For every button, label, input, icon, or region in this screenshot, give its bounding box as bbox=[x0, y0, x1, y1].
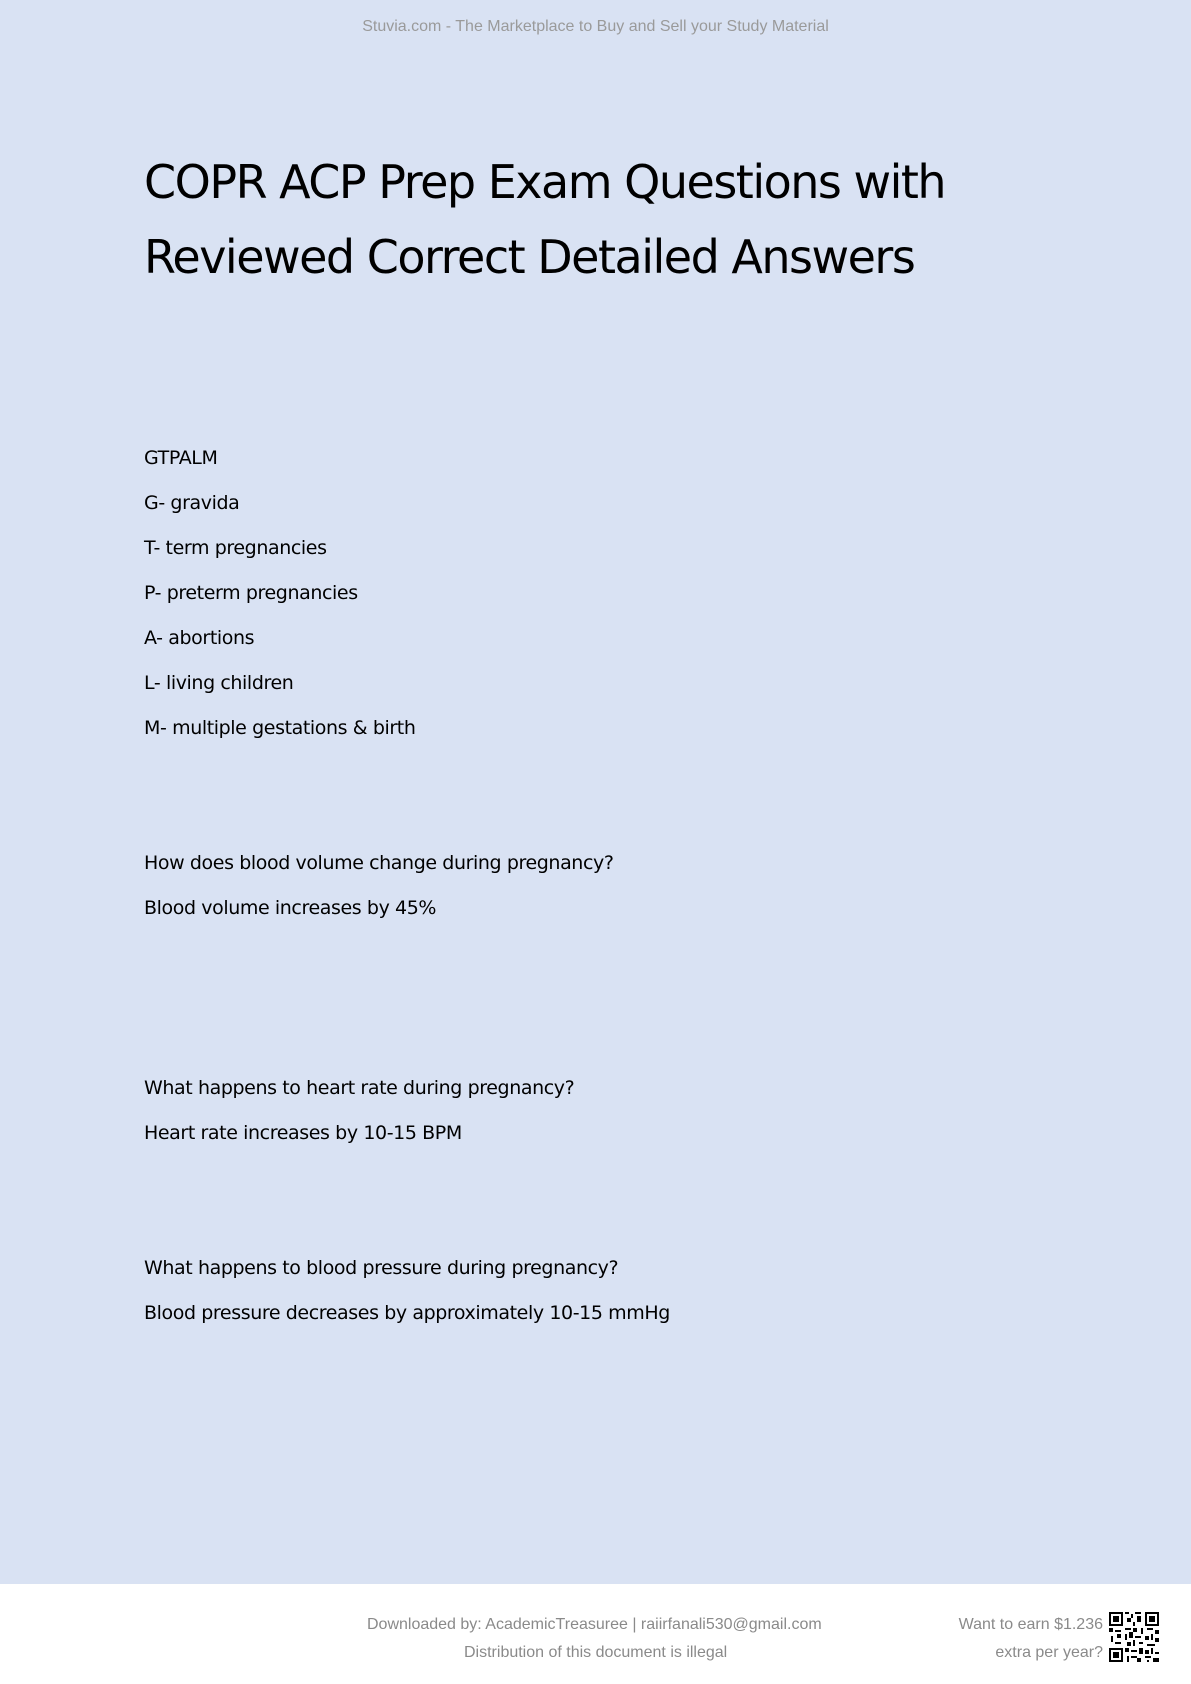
document-title bbox=[144, 145, 1044, 295]
title-line-2: Reviewed Correct Detailed Answers bbox=[144, 230, 915, 284]
title-line-1: COPR ACP Prep Exam Questions with bbox=[144, 155, 946, 209]
answer-text: Blood volume increases by 45% bbox=[144, 897, 437, 919]
gtpalm-item: T- term pregnancies bbox=[144, 537, 327, 559]
question-text: What happens to heart rate during pregnancy? bbox=[144, 1077, 575, 1099]
distribution-notice: Distribution of this document is illegal bbox=[464, 1644, 728, 1661]
download-footer bbox=[0, 1584, 1191, 1684]
stuvia-watermark: Stuvia.com - The Marketplace to Buy and Sell your Study Material bbox=[362, 18, 829, 35]
earn-promo-line-2[interactable]: extra per year? bbox=[995, 1644, 1103, 1661]
gtpalm-heading: GTPALM bbox=[144, 447, 218, 469]
downloaded-by-text: Downloaded by: AcademicTreasuree | raiirfanali530@gmail.com bbox=[367, 1616, 822, 1633]
gtpalm-item: M- multiple gestations & birth bbox=[144, 717, 416, 739]
question-text: How does blood volume change during pregnancy? bbox=[144, 852, 614, 874]
question-text: What happens to blood pressure during pregnancy? bbox=[144, 1257, 619, 1279]
gtpalm-item: P- preterm pregnancies bbox=[144, 582, 358, 604]
gtpalm-item: G- gravida bbox=[144, 492, 240, 514]
qr-code-icon[interactable] bbox=[1109, 1612, 1159, 1662]
earn-promo-line-1[interactable]: Want to earn $1.236 bbox=[958, 1616, 1103, 1633]
answer-text: Heart rate increases by 10-15 BPM bbox=[144, 1122, 462, 1144]
gtpalm-item: A- abortions bbox=[144, 627, 255, 649]
answer-text: Blood pressure decreases by approximately 10-15 mmHg bbox=[144, 1302, 670, 1324]
gtpalm-item: L- living children bbox=[144, 672, 294, 694]
